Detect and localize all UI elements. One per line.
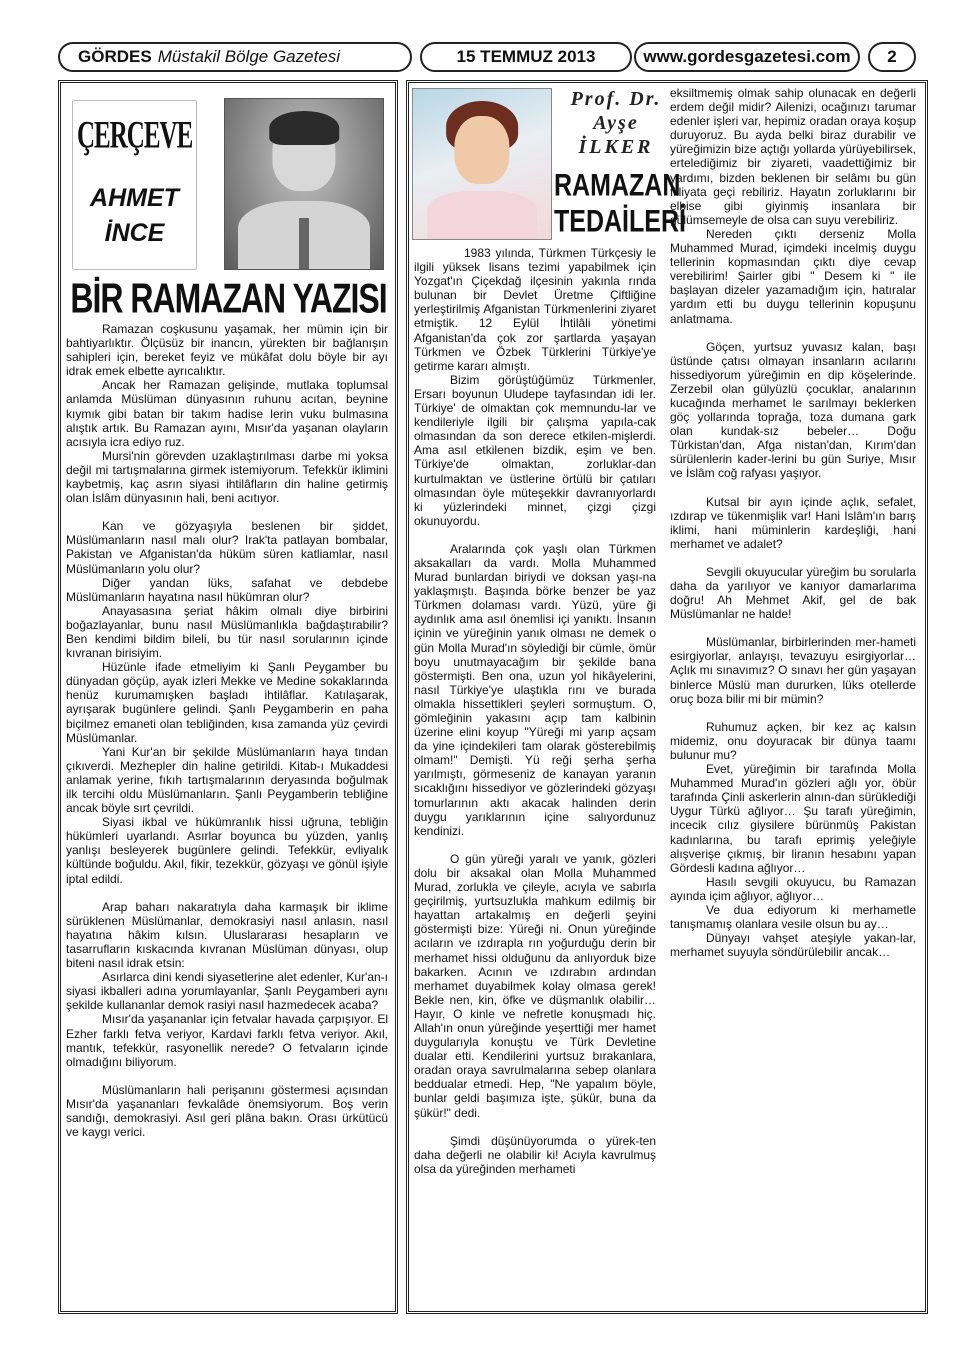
paper-name: GÖRDES: [78, 47, 152, 66]
right-paragraph: Hasılı sevgili okuyucu, bu Ramazan ayında içim ağlıyor, ağlıyor…: [670, 874, 916, 903]
paper-subtitle: Müstakil Bölge Gazetesi: [157, 47, 341, 66]
right-article-col1: [414, 246, 656, 1176]
left-paragraph: Hüzünle ifade etmeliyim ki Şanlı Peygamber bu dünyadan göçüp, ayak izleri Mekke ve Medine sokaklarında henüz kurumamışken başladı ihtilâflar. Katılaşarak, ayrışarak bugünlere gelindi. Şanlı Peygamberin en paha biçilmez emaneti olan tebliğinden, kısa zamanda yüz çevirdi Müslümanlar.: [66, 660, 388, 745]
date-banner: [420, 42, 632, 72]
author-first-name-right: Ayşe: [593, 112, 639, 134]
left-paragraph: Müslümanların hali perişanını göstermesi açısından Mısır'da yaşananları fevkalâde önemsiyorum. Boş verin sandığı, demokrasiyi. Asıl geri plâna bakın. Orası ürkütücü ve kaygı verici.: [66, 1082, 388, 1140]
author-first-name: AHMET: [90, 184, 179, 212]
author-photo-left: [224, 98, 384, 270]
column-logo-box: [72, 100, 197, 270]
paper-name-banner: [58, 42, 412, 72]
issue-date: 15 TEMMUZ 2013: [456, 47, 596, 66]
right-paragraph: Nereden çıktı derseniz Molla Muhammed Murad, içimdeki incelmiş duygu tellerinin kopmasından çıktı diye cevap verebilirim! Şairler gibi " Desem ki " ile başlayan dizeler yazamadığım için, hatıralar yardım etti bu duygu tellerinin kopuşunu anlatmama.: [670, 226, 916, 326]
right-headline-line1: RAMAZAN: [554, 168, 681, 203]
right-paragraph: O gün yüreği yaralı ve yanık, gözleri dolu bir aksakal olan Molla Muhammed Murad, zorlukla ve çileyle, acıyla ve sabırla geçirilmiş, yurtsuzlukla mahkum edilmiş bir hayattan artakalmış en değerli şeyini göstermişti bize: Yüreği ni. Onun yüreğinde acıların ve ızdırapla rın yoğurduğu derin bir merhamet hissi olduğunu da anlıyorduk bize bakarken. Acının ve ızdırabın ardından merhamet duyabilmek kolay olmasa gerek! Bekle nen, kin, öfke ve düşmanlık olabilir… Hayır, O kinle ve nefretle konuşmadı hiç. Allah'ın onun yüreğinde yeşerttiği mer hamet duygularıyla konuştu ve Türk Devletine dualar etti. Kendilerini yurtsuz bırakanlara, oradan oraya savrulmalarına sebep olanlara beddualar etmedi. Hep, "Ne yapalım böyle, bunlar geldi başımıza işte, şükür, buna da şükür!" dedi.: [414, 851, 656, 1120]
left-paragraph: Asırlarca dini kendi siyasetlerine alet edenler, Kur'an-ı siyasi ikballeri adına yorumlayanlar, Şanlı Peygamberi aynı şekilde kullananlar demok rasiyi nasıl hazmedecek acaba?: [66, 970, 388, 1013]
right-paragraph: Evet, yüreğimin bir tarafında Molla Muhammed Murad'ın gözleri ağlı yor, öbür tarafında Çinli askerlerin alnın-dan sürüklediği Uygur Türkü ağlıyor… Şu tarafı yüreğimin, incecik cılız giysilere bürünmüş Pakistan kadınlarına, bu tarafı eprimiş yeleğiyle alışverişe çıkmış, bir liranın hesabını yapan Gördesli kadına ağlıyor…: [670, 762, 916, 875]
right-article-col2: [670, 86, 916, 959]
left-paragraph: Anayasasına şeriat hâkim olmalı diye birbirini boğazlayanlar, bunu nasıl Müslümanlıkla bağdaştırabilir? Ben kendimi bildim bileli, bu tür nasıl sorularının içinde kıvranan birisiyim.: [66, 603, 388, 661]
right-paragraph: 1983 yılında, Türkmen Türkçesiy le ilgili yüksek lisans tezimi yapabilmek için Yozgat'ın Çiçekdağ ilçesinin yakınla rında bulunan bir Devlet Üretme Çiftliğine yerleştirilmiş Afganistan Türkmenlerini ziyaret etmiştik. 12 Eylül İhtilâli yönetimi Afganistan'da çok zor şartlarda yaşayan Türkmen ve Özbek Türklerini Türkiye'ye getirme kararı almıştı.: [414, 246, 656, 373]
website-banner: [634, 42, 860, 72]
column-title: ÇERÇEVE: [77, 115, 193, 157]
right-paragraph: Göçen, yurtsuz yuvasız kalan, başı üstünde çatısı olmayan insanların acılarını hissediyorum yüreğimin en dip köşelerinde. Zerzebil olan gülyüzlü çocuklar, analarının kucağında merhamet le sarılmayı beklerken göç yollarında toprağa, toza dumana gark olan kundak-sız bebeler… Doğu Türkistan'dan, Afga nistan'dan, Kırım'dan sürülenlerin kader-lerini bu gün Suriye, Mısır ve İslâm coğ rafyası yaşıyor.: [670, 339, 916, 481]
right-paragraph: eksiltmemiş olmak sahip olunacak en değerli erdem değil midir? Ailenizi, ocağınızı tarumar edenler işleri var, hepimiz oradan oraya koşup duruyoruz. Bu ayda belki biraz durabilir ve yüreğimizin bize açtığı yollarda yürüyebilirsek, ertelediğimiz bir ziyareti, vaadettiğimiz bir yardımı, bizden beklenen bir selâmı bu gün fiiliyata geçi rebiliriz. Hayatın zorluklarını bir elbise gibi giyinmiş insanlara bir gülümsemeyle de olsa can suyu verebiliriz.: [670, 86, 916, 227]
right-paragraph: Dünyayı vahşet ateşiyle yakan-lar, merhamet suyuyla söndürülebilir ancak…: [670, 931, 916, 960]
left-paragraph: Mısır'da yaşananlar için fetvalar havada çarpışıyor. El Ezher farklı fetva veriyor, Kardavi farklı fetva veriyor. Akıl, mantık, tefekkür, rasyonellik nerede? O fetvaların içinde olmadığını biliyorum.: [66, 1012, 388, 1069]
right-paragraph: Aralarında çok yaşlı olan Türkmen aksakalları da vardı. Molla Muhammed Murad bunlardan biriydi ve doksan yaşı-na yaklaşmıştı. Başında börke benzer be yaz Türkmen dolaması vardı. Yüzü, yüre ği aydınlık ama asıl önemlisi içi yanıktı. İnsanın içinin ve yüreğinin yanık olması ne demek o gün Molla Murad'ın söylediği bir cümle, ömür boyu unutmayacağım bir şekilde bana göstermişti. Ben ona, uzun yol hikâyelerini, nasıl Türkiye'ye ulaştıkla rını ve burada olmakla hissettikleri şeyleri sormuştum. O, gömleğinin yakasını açıp tam kalbinin üzerine elini koyup "Yüreği mi yarıp açsam da yine içindekileri tam olarak gösterebilmiş olmam!" Demişti. Yü reği şerha şerha yarılmıştı, görmeseniz de kanayan yaranın sıcaklığını hissediyor ve gözlerindeki gözyaşı tomurlarının aktı akacak halinden derin duygu yarıklarının içine salıyordunuz kendinizi.: [414, 541, 656, 838]
left-paragraph: Ancak her Ramazan gelişinde, mutlaka toplumsal anlamda Müslüman dünyasının ruhunu acıtan, beynine kıymık gibi batan bir takım hadise lerin vuku bulmasına alıştık artık. Bu Ramazan ayını, Mısır'da yaşanan olayların acısıyla icra ediyo ruz.: [66, 378, 388, 449]
left-paragraph: Siyasi ikbal ve hükümranlık hissi uğruna, tebliğin hükümleri uyarlandı. Asırlar boyunca bu yüzden, yanlış yanlışı besleyerek bugünlere gelindi. Tefekkür, evliyalık kültünde boğuldu. Akıl, fikir, tezekkür, gözyaşı ve gönül işiyle iptal edildi.: [66, 815, 388, 886]
page-number: 2: [887, 47, 897, 66]
right-paragraph: Sevgili okuyucular yüreğim bu sorularla daha da yarılıyor ve kanıyor damarlarıma doğru! Ah Mehmet Akif, gel de bak Müslümanlar ne halde!: [670, 564, 916, 622]
left-paragraph: Kan ve gözyaşıyla beslenen bir şiddet, Müslümanların nasıl malı olur? Irak'ta patlayan bombalar, Pakistan ve Afganistan'da hüküm süren katliamlar, nasıl Müslümanların yolu olur?: [66, 519, 388, 576]
left-paragraph: Yani Kur'an bir şekilde Müslümanların haya tından çıkıverdi. Mezhepler din haline getirildi. Kitab-ı Mukaddesi anlamak yerine, fıkıh tartışmalarının deryasında boğulmak ilk tercihi oldu Müslümanların. Şanlı Peygamberin tebliğine ancak böyle sırt çevrildi.: [66, 744, 388, 816]
author-last-name: İNCE: [104, 219, 165, 247]
right-paragraph: Ruhumuz açken, bir kez aç kalsın midemiz, onu doyuracak bir dünya taamı bulunur mu?: [670, 719, 916, 762]
page-number-badge: [868, 42, 916, 72]
website-link[interactable]: www.gordesgazetesi.com: [643, 47, 851, 66]
author-photo-right: [412, 88, 552, 240]
left-article-body: [66, 322, 388, 1139]
author-title: Prof. Dr.: [570, 88, 662, 110]
left-paragraph: Mursi'nin görevden uzaklaştırılması darbe mi yoksa değil mi tartışmalarına girmek istemiyorum. Tefekkür iklimini kaybetmiş, kaç asrın siyasi ihtilâfların din haline getirmiş olan İslâm dünyasının hali, beni acıtıyor.: [66, 448, 388, 506]
left-paragraph: Ramazan coşkusunu yaşamak, her mümin için bir bahtiyarlıktır. Ölçüsüz bir inancın, yürekten bir bağlanışın sahipleri için, bereket feyiz ve mükâfat dolu böyle bir ayı idrak emek elbette ayrıcalıktır.: [66, 322, 388, 379]
right-paragraph: Şimdi düşünüyorumda o yürek-ten daha değerli ne olabilir ki! Acıyla kavrulmuş olsa da yüreğinden merhameti: [414, 1133, 656, 1176]
right-paragraph: Bizim görüştüğümüz Türkmenler, Ersarı boyunun Uludepe tayfasından idi ler. Türkiye' de olmaktan çok memnundu-lar ve kendileriyle ilgili bir çalışma yapıla-cak olmasından da son derece etkilen-mişlerdi. Ama asıl etkilenen bizdik, eşim ve ben. Türkiye'de olmaktan, zorluklar-dan kurtulmaktan ve üstlerine örtülü bir çatıları olmasından öyle müteşekkir davranıyorlardı ki yüzlerindeki minnet, çizgi çizgi okunuyordu.: [414, 372, 656, 528]
right-paragraph: Kutsal bir ayın içinde açlık, sefalet, ızdırap ve tükenmişlik var! Hani İslâm'ın barış iklimi, hani müminlerin kardeşliği, hani merhamet ve adalet?: [670, 494, 916, 551]
author-last-name-right: İLKER: [578, 136, 654, 158]
left-paragraph: Arap baharı nakaratıyla daha karmaşık bir iklime sürüklenen Müslümanlar, demokrasiyi nasıl anlasın, nasıl hayatına hâkim kılsın. Uluslararası hesapların ve tasarrufların kıskacında kıvranan Müslüman dünyası, olup biteni nasıl idrak etsin:: [66, 899, 388, 971]
right-paragraph: Müslümanlar, birbirlerinden mer-hameti esirgiyorlar, anlayışı, tevazuyu esirgiyorlar… Açlık mı sınavımız? O sınavı her gün yaşayan binlerce Müslü man dururken, lüks otellerde oruç boza bilir mi bir mümin?: [670, 635, 916, 706]
right-paragraph: Ve dua ediyorum ki merhametle tanışmamış olanlara vesile olsun bu ay…: [670, 902, 916, 932]
left-paragraph: Diğer yandan lüks, safahat ve debdebe Müslümanların hayatına nasıl hükümran olur?: [66, 575, 388, 604]
right-headline-line2: TEDAİLERİ: [554, 204, 686, 239]
left-headline: BİR RAMAZAN YAZISI: [70, 275, 387, 322]
